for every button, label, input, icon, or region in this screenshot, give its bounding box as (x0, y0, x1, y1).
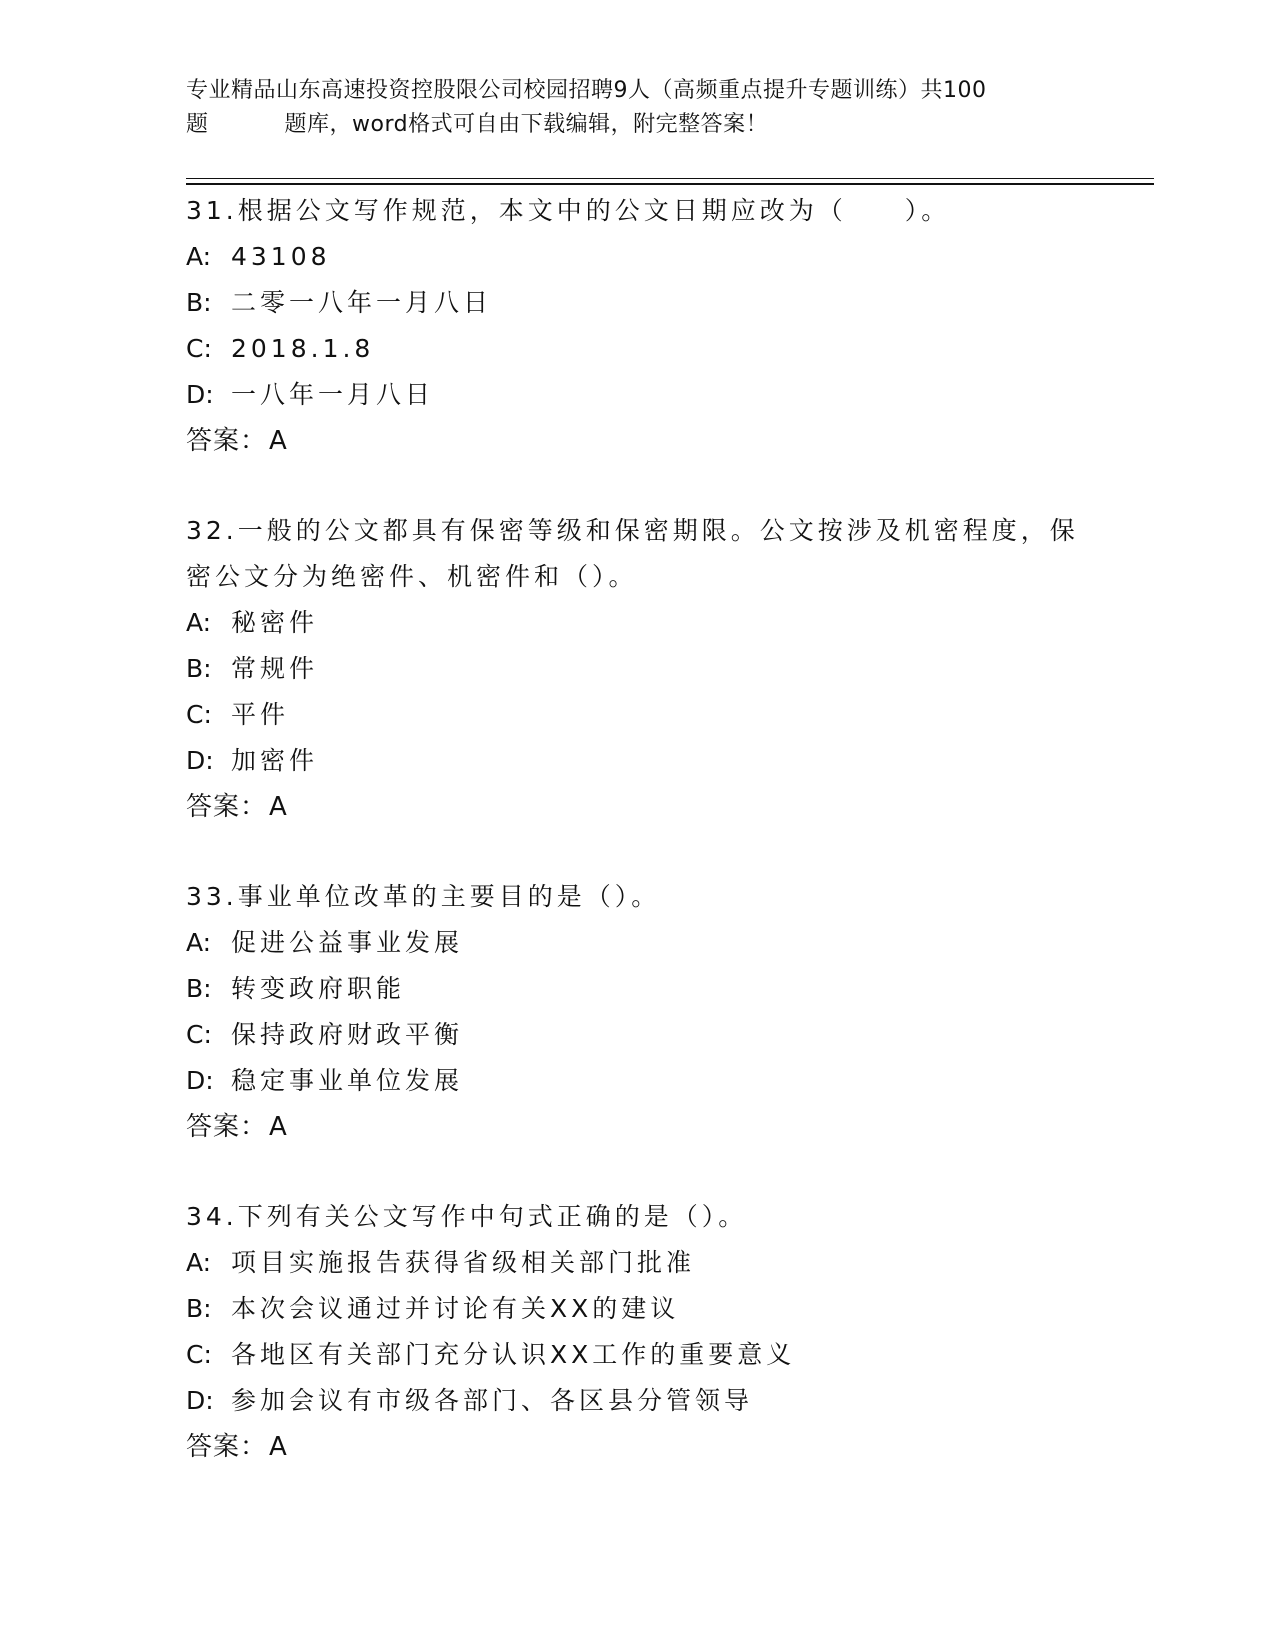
answer-label: 答案： (186, 792, 268, 822)
answer-label: 答案： (186, 1432, 268, 1462)
option-text: 2018.1.8 (231, 334, 375, 363)
option-text: 保持政府财政平衡 (231, 1020, 464, 1049)
question-text: 33.事业单位改革的主要目的是（）。 (186, 882, 661, 911)
option-text: 本次会议通过并讨论有关XX的建议 (231, 1294, 680, 1323)
document-header (186, 74, 1086, 142)
option-letter: D: (186, 1066, 214, 1095)
option-text: 43108 (231, 242, 331, 271)
answer-value: A (269, 1112, 287, 1142)
header-divider-thick (186, 183, 1154, 185)
header-divider-thin (186, 178, 1154, 179)
option-a (186, 920, 1106, 966)
option-c (186, 1012, 1106, 1058)
header-line-2-end: 题库，word格式可自由下载编辑，附完整答案！ (284, 112, 769, 137)
answer-line (186, 418, 1106, 464)
answer-line (186, 784, 1106, 830)
header-line-2-start: 题 (186, 112, 209, 137)
option-letter: A: (186, 242, 212, 271)
question-text: 31.根据公文写作规范，本文中的公文日期应改为（ ）。 (186, 196, 951, 225)
option-a (186, 600, 1106, 646)
option-d (186, 1058, 1106, 1104)
option-letter: C: (186, 334, 212, 363)
option-d (186, 372, 1106, 418)
option-d (186, 1378, 1106, 1424)
option-letter: B: (186, 1294, 212, 1323)
answer-value: A (269, 1432, 287, 1462)
option-letter: A: (186, 608, 212, 637)
option-text: 稳定事业单位发展 (231, 1066, 464, 1095)
header-line-2 (186, 108, 1086, 142)
question-33 (186, 874, 1106, 1150)
question-text: 34.下列有关公文写作中句式正确的是（）。 (186, 1202, 748, 1231)
question-text: 32.一般的公文都具有保密等级和保密期限。公文按涉及机密程度，保密公文分为绝密件、机密件和（）。 (186, 516, 1079, 591)
option-c (186, 692, 1106, 738)
answer-label: 答案： (186, 1112, 268, 1142)
question-31 (186, 188, 1106, 464)
option-text: 各地区有关部门充分认识XX工作的重要意义 (231, 1340, 796, 1369)
header-line-1: 专业精品山东高速投资控股限公司校园招聘9人（高频重点提升专题训练）共100 (186, 78, 987, 103)
option-d (186, 738, 1106, 784)
answer-value: A (269, 426, 287, 456)
option-letter: B: (186, 288, 212, 317)
option-text: 参加会议有市级各部门、各区县分管领导 (231, 1386, 754, 1415)
option-b (186, 280, 1106, 326)
option-a (186, 1240, 1106, 1286)
option-text: 二零一八年一月八日 (231, 288, 493, 317)
question-list (186, 188, 1106, 1514)
option-letter: A: (186, 1248, 212, 1277)
option-b (186, 966, 1106, 1012)
option-letter: D: (186, 1386, 214, 1415)
option-text: 常规件 (231, 654, 319, 683)
option-text: 促进公益事业发展 (231, 928, 464, 957)
answer-label: 答案： (186, 426, 268, 456)
option-letter: D: (186, 746, 214, 775)
answer-line (186, 1424, 1106, 1470)
option-text: 秘密件 (231, 608, 319, 637)
answer-line (186, 1104, 1106, 1150)
question-32 (186, 508, 1106, 830)
option-letter: B: (186, 654, 212, 683)
option-letter: C: (186, 700, 212, 729)
option-text: 项目实施报告获得省级相关部门批准 (231, 1248, 696, 1277)
option-letter: C: (186, 1340, 212, 1369)
option-c (186, 1332, 1106, 1378)
option-letter: B: (186, 974, 212, 1003)
answer-value: A (269, 792, 287, 822)
option-b (186, 646, 1106, 692)
option-text: 转变政府职能 (231, 974, 406, 1003)
question-34 (186, 1194, 1106, 1470)
option-b (186, 1286, 1106, 1332)
option-letter: D: (186, 380, 214, 409)
option-text: 加密件 (231, 746, 319, 775)
option-c (186, 326, 1106, 372)
option-letter: A: (186, 928, 212, 957)
option-text: 平件 (231, 700, 290, 729)
option-text: 一八年一月八日 (231, 380, 435, 409)
option-a (186, 234, 1106, 280)
option-letter: C: (186, 1020, 212, 1049)
